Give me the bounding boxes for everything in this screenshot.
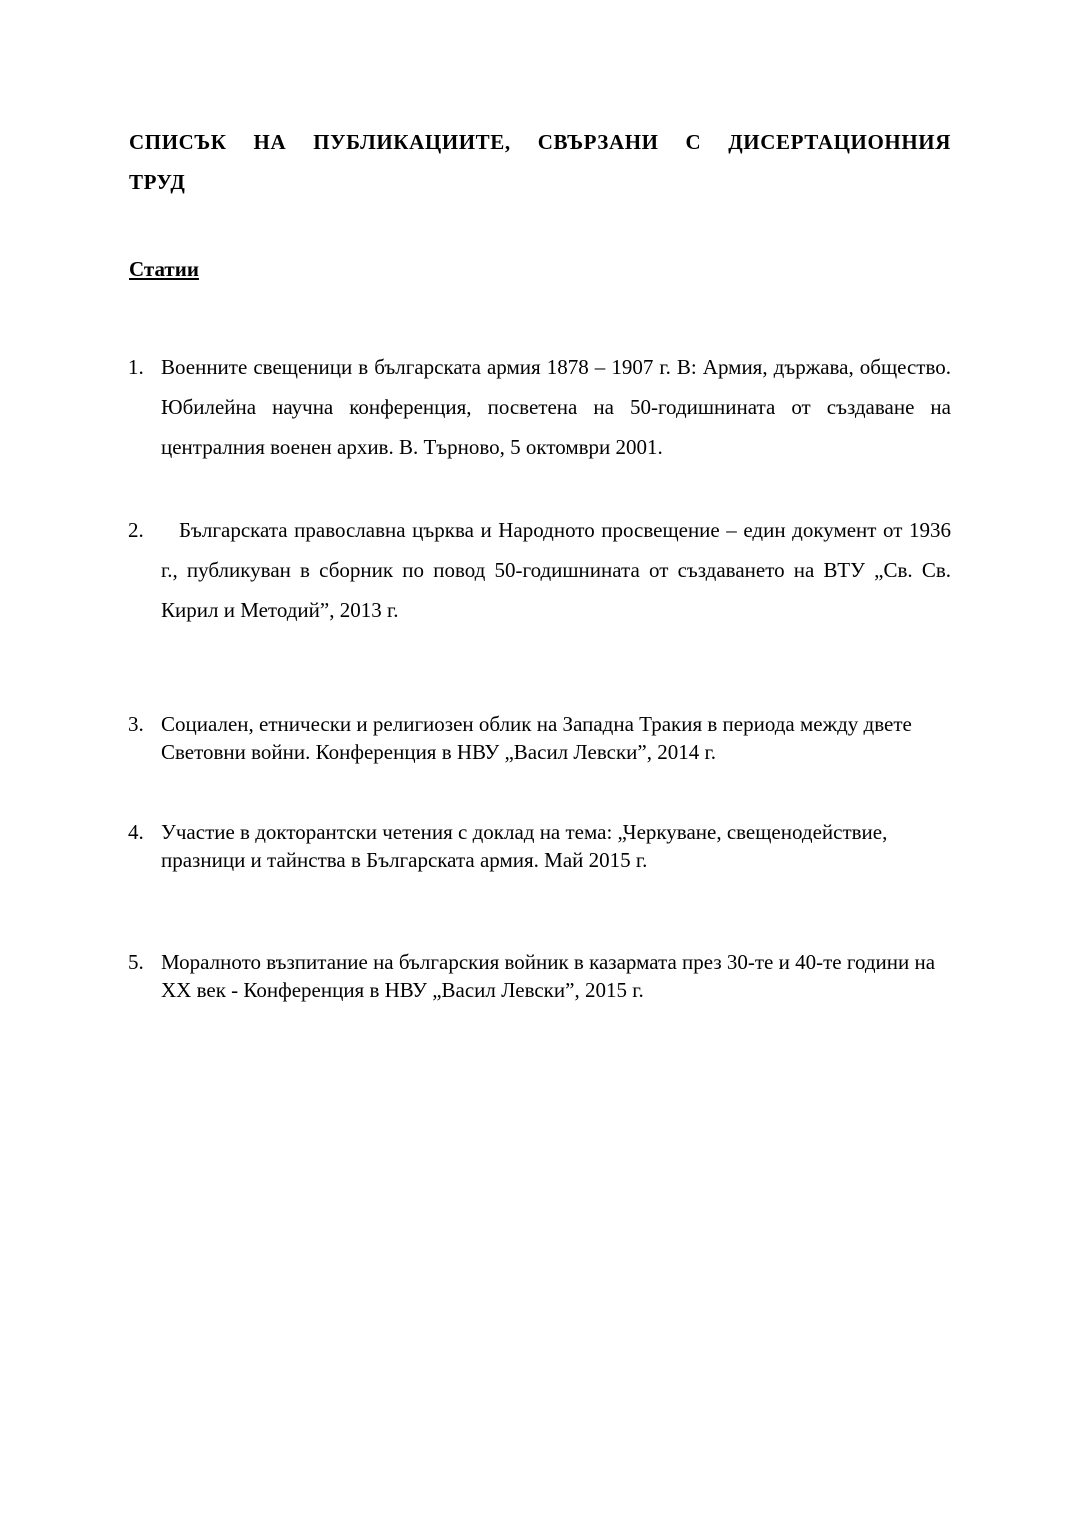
- list-item: [128, 510, 951, 630]
- list-item-text: Военните свещеници в българската армия 1878 – 1907 г. В: Армия, държава, общество. Юбилейна научна конференция, посветена на 50-годишнината от създаване на централния военен архив. В. Търново, 5 октомври 2001.: [161, 355, 951, 459]
- list-item: [128, 347, 951, 467]
- list-item-number: 4.: [128, 820, 144, 844]
- list-item-text: Участие в докторантски четения с доклад на тема: „Черкуване, свещенодействие, празници и тайнства в Българската армия. Май 2015 г.: [161, 820, 888, 872]
- list-item: [128, 710, 951, 766]
- list-item-text: Моралното възпитание на българския войник в казармата през 30-те и 40-те години на XX век - Конференция в НВУ „Васил Левски”, 2015 г.: [161, 950, 936, 1002]
- list-item: [128, 948, 951, 1004]
- list-item-number: 5.: [128, 950, 144, 974]
- list-item-text: Социален, етнически и религиозен облик на Западна Тракия в периода между двете Световни войни. Конференция в НВУ „Васил Левски”, 2014 г.: [161, 712, 912, 764]
- list-item-number: 1.: [128, 355, 144, 379]
- list-item-text: Българската православна църква и Народното просвещение – един документ от 1936 г., публикуван в сборник по повод 50-годишнината от създаването на ВТУ „Св. Св. Кирил и Методий”, 2013 г.: [161, 518, 951, 622]
- page-title: СПИСЪК НА ПУБЛИКАЦИИТЕ, СВЪРЗАНИ С ДИСЕРТАЦИОННИЯ ТРУД: [129, 130, 951, 194]
- list-item-number: 3.: [128, 712, 144, 736]
- list-item: [128, 818, 951, 874]
- section-heading: Статии: [129, 257, 199, 281]
- list-item-number: 2.: [128, 518, 144, 542]
